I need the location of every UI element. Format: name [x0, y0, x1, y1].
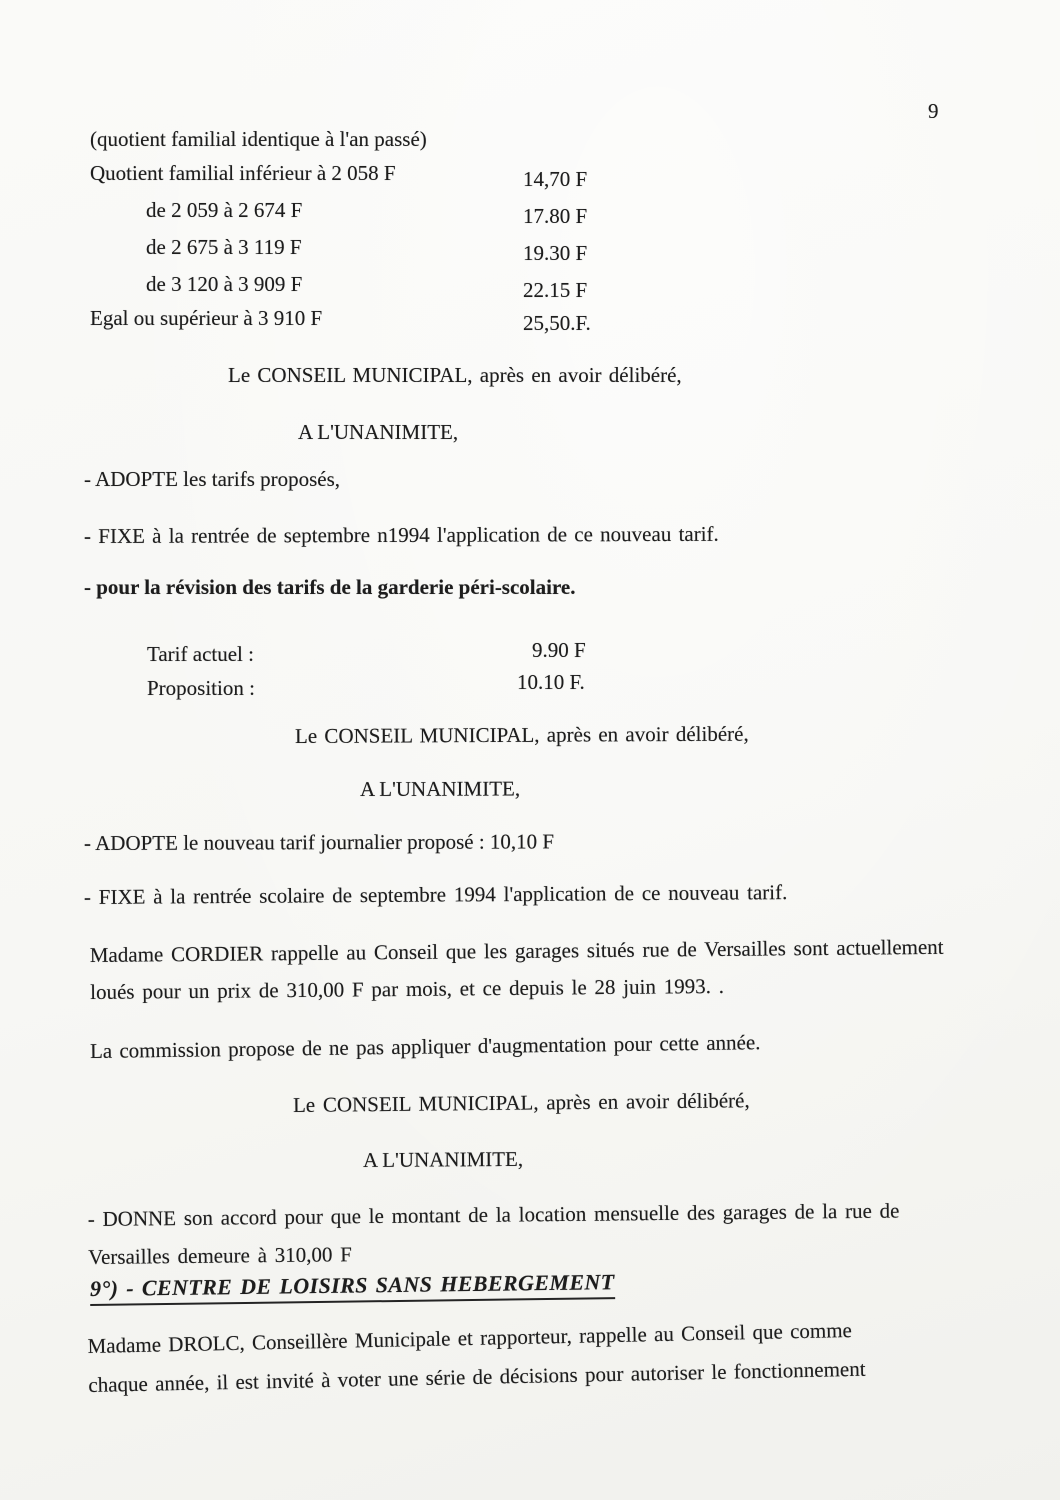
tariff-value: 25,50.F. [523, 311, 591, 335]
paragraph-line: - DONNE son accord pour que le montant de la location mensuelle des garages de la rue de [87, 1198, 900, 1232]
council-deliberation-line: Le CONSEIL MUNICIPAL, après en avoir délibéré, [292, 1088, 750, 1117]
section-heading: 9°) - CENTRE DE LOISIRS SANS HEBERGEMENT [90, 1269, 615, 1306]
council-deliberation-line: Le CONSEIL MUNICIPAL, après en avoir délibéré, [294, 721, 749, 748]
tariff-value: 19.30 F [523, 241, 588, 265]
paragraph-line: Versailles demeure à 310,00 F [88, 1242, 352, 1269]
unanimity-line: A L'UNANIMITE, [359, 776, 521, 801]
tariff-value: 17.80 F [523, 204, 588, 228]
unanimity-line: A L'UNANIMITE, [298, 420, 459, 444]
paragraph-line: Madame CORDIER rappelle au Conseil que les garages situés rue de Versailles sont actuellement [89, 934, 944, 968]
tariff-label: Proposition : [147, 676, 255, 700]
section-heading-wrap [90, 1268, 615, 1302]
paragraph-line: Madame DROLC, Conseillère Municipale et rapporteur, rappelle au Conseil que comme [87, 1317, 853, 1359]
paragraph-commission: La commission propose de ne pas appliquer d'augmentation pour cette année. [89, 1030, 761, 1063]
tariff-value: 9.90 F [532, 638, 586, 662]
decision-adopte-journalier: - ADOPTE le nouveau tarif journalier proposé : 10,10 F [83, 829, 555, 855]
tariff-value: 22.15 F [523, 278, 588, 302]
paragraph-line: chaque année, il est invité à voter une série de décisions pour autoriser le fonctionnement [88, 1356, 866, 1397]
decision-adopte-tarifs: - ADOPTE les tarifs proposés, [84, 467, 341, 491]
paragraph-cordier [90, 929, 944, 1011]
tariff-label: de 3 120 à 3 909 F [146, 272, 303, 296]
decision-donne [88, 1192, 900, 1276]
decision-fixe-rentree: - FIXE à la rentrée de septembre n1994 l'application de ce nouveau tarif. [83, 521, 719, 548]
tariff-label: Egal ou supérieur à 3 910 F [90, 306, 323, 330]
tariff-value: 10.10 F. [517, 670, 585, 694]
paragraph-line: loués pour un prix de 310,00 F par mois, et ce depuis le 28 juin 1993. . [90, 973, 725, 1004]
tariff-label: de 2 675 à 3 119 F [146, 235, 302, 259]
tariff-value: 14,70 F [523, 167, 588, 191]
tariff-label: de 2 059 à 2 674 F [146, 198, 303, 222]
council-deliberation-line: Le CONSEIL MUNICIPAL, après en avoir délibéré, [228, 363, 682, 387]
unanimity-line: A L'UNANIMITE, [362, 1146, 524, 1172]
agenda-revision-garderie: - pour la révision des tarifs de la garderie péri-scolaire. [84, 575, 576, 599]
paragraph-drolc [87, 1311, 866, 1405]
tariff-label: Tarif actuel : [147, 642, 254, 666]
tariff-label: Quotient familial inférieur à 2 058 F [90, 161, 396, 185]
quotient-note: (quotient familial identique à l'an passé) [90, 127, 427, 151]
decision-fixe-scolaire: - FIXE à la rentrée scolaire de septembre 1994 l'application de ce nouveau tarif. [83, 880, 788, 909]
page-number: 9 [928, 99, 939, 123]
